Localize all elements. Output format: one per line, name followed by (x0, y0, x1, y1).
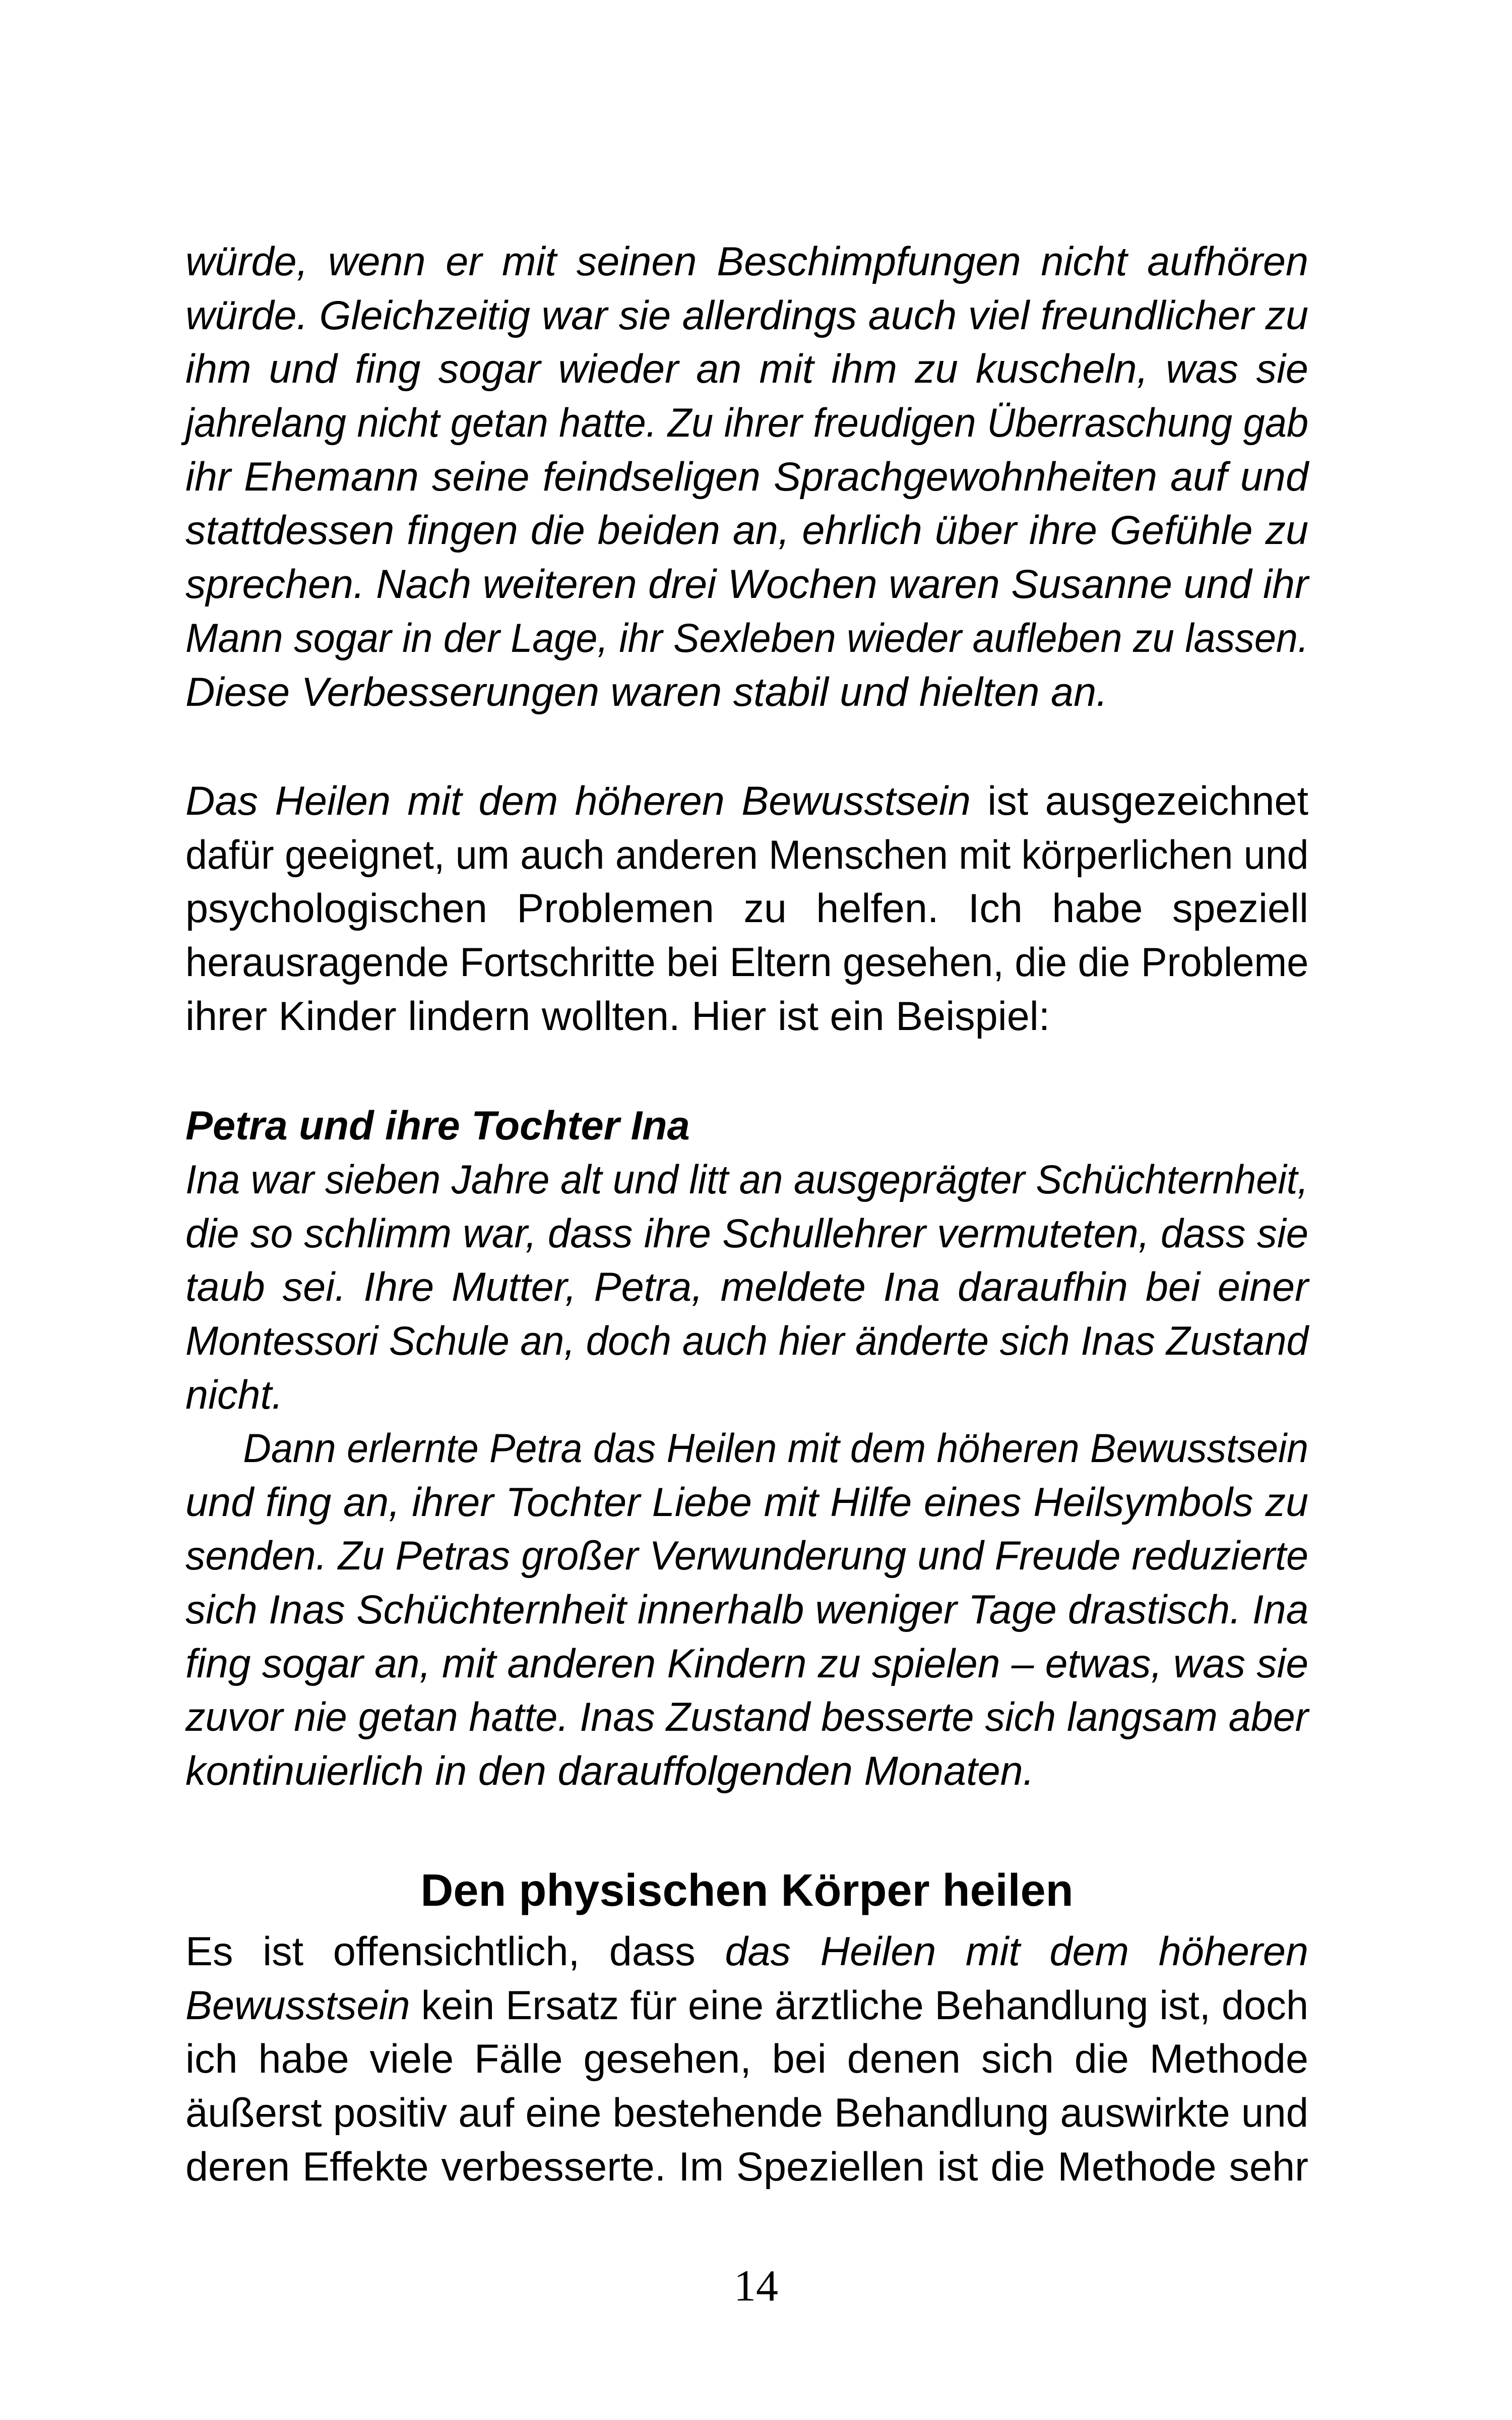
text-line: ihm und fing sogar wieder an mit ihm zu kuscheln, was sie (185, 346, 1308, 392)
text-line: zuvor nie getan hatte. Inas Zustand besserte sich langsam aber (185, 1695, 1308, 1740)
text-line: würde, wenn er mit seinen Beschimpfungen nicht aufhören (185, 239, 1308, 284)
text-line (185, 1979, 1308, 2033)
text-line: psychologischen Problemen zu helfen. Ich habe speziell (185, 886, 1308, 932)
text-line: äußerst positiv auf eine bestehende Behandlung auswirkte und (185, 2090, 1308, 2136)
text-line: Mann sogar in der Lage, ihr Sexleben wieder aufleben zu lassen. (185, 615, 1309, 661)
paragraph-physical-body (185, 1925, 1308, 2194)
paragraph-susanne-story-end (185, 235, 1308, 719)
method-name-emphasis: das Heilen mit dem höheren (725, 1929, 1308, 1974)
text-line: ihr Ehemann seine feindseligen Sprachgewohnheiten auf und (185, 454, 1308, 500)
page-number: 14 (734, 2262, 778, 2311)
text-line: Diese Verbesserungen waren stabil und hielten an. (185, 669, 1108, 715)
text-line: stattdessen fingen die beiden an, ehrlich über ihre Gefühle zu (185, 508, 1308, 554)
text-line: und fing an, ihrer Tochter Liebe mit Hilfe eines Heilsymbols zu (185, 1479, 1308, 1525)
text-line: die so schlimm war, dass ihre Schullehrer vermuteten, dass sie (185, 1211, 1308, 1256)
text-line (185, 774, 1308, 828)
text-line: ihrer Kinder lindern wollten. Hier ist ein Beispiel: (185, 993, 1050, 1039)
section-heading: Den physischen Körper heilen (420, 1865, 1074, 1916)
paragraph-ina-case (185, 1153, 1308, 1422)
text-line: nicht. (185, 1372, 283, 1418)
text-line: dafür geeignet, um auch anderen Menschen mit körperlichen und (185, 832, 1309, 878)
text-line: jahrelang nicht getan hatte. Zu ihrer freudigen Überraschung gab (185, 400, 1308, 446)
method-name-emphasis: Das Heilen mit dem höheren Bewusstsein (185, 778, 971, 824)
text-fragment: Es ist offensichtlich, dass (185, 1929, 725, 1974)
text-line: Dann erlernte Petra das Heilen mit dem höheren Bewusstsein (243, 1426, 1309, 1471)
text-line (185, 1925, 1308, 1979)
text-line: taub sei. Ihre Mutter, Petra, meldete Ina daraufhin bei einer (185, 1264, 1308, 1310)
text-line: ich habe viele Fälle gesehen, bei denen sich die Methode (185, 2036, 1308, 2082)
text-line: kontinuierlich in den darauffolgenden Monaten. (185, 1748, 1035, 1794)
text-line: würde. Gleichzeitig war sie allerdings auch viel freundlicher zu (185, 292, 1308, 338)
text-line: sprechen. Nach weiteren drei Wochen waren Susanne und ihr (185, 562, 1308, 608)
paragraph-higher-consciousness-intro (185, 774, 1308, 1043)
text-line: Montessori Schule an, doch auch hier änderte sich Inas Zustand (185, 1318, 1308, 1364)
text-line: herausragende Fortschritte bei Eltern gesehen, die die Probleme (185, 940, 1309, 986)
text-line: sich Inas Schüchternheit innerhalb weniger Tage drastisch. Ina (185, 1587, 1309, 1633)
text-line: deren Effekte verbesserte. Im Speziellen ist die Methode sehr (185, 2144, 1308, 2190)
method-name-emphasis: Bewusstsein (185, 1982, 410, 2028)
text-fragment: ist ausgezeichnet (970, 778, 1308, 824)
case-study-heading: Petra und ihre Tochter Ina (185, 1103, 690, 1148)
text-line: Ina war sieben Jahre alt und litt an ausgeprägter Schüchternheit, (185, 1157, 1308, 1202)
text-line: senden. Zu Petras großer Verwunderung und Freude reduzierte (185, 1533, 1308, 1579)
text-line: fing sogar an, mit anderen Kindern zu spielen – etwas, was sie (185, 1641, 1308, 1686)
paragraph-ina-improvement (185, 1422, 1308, 1798)
text-fragment: kein Ersatz für eine ärztliche Behandlung ist, doch (410, 1982, 1308, 2028)
